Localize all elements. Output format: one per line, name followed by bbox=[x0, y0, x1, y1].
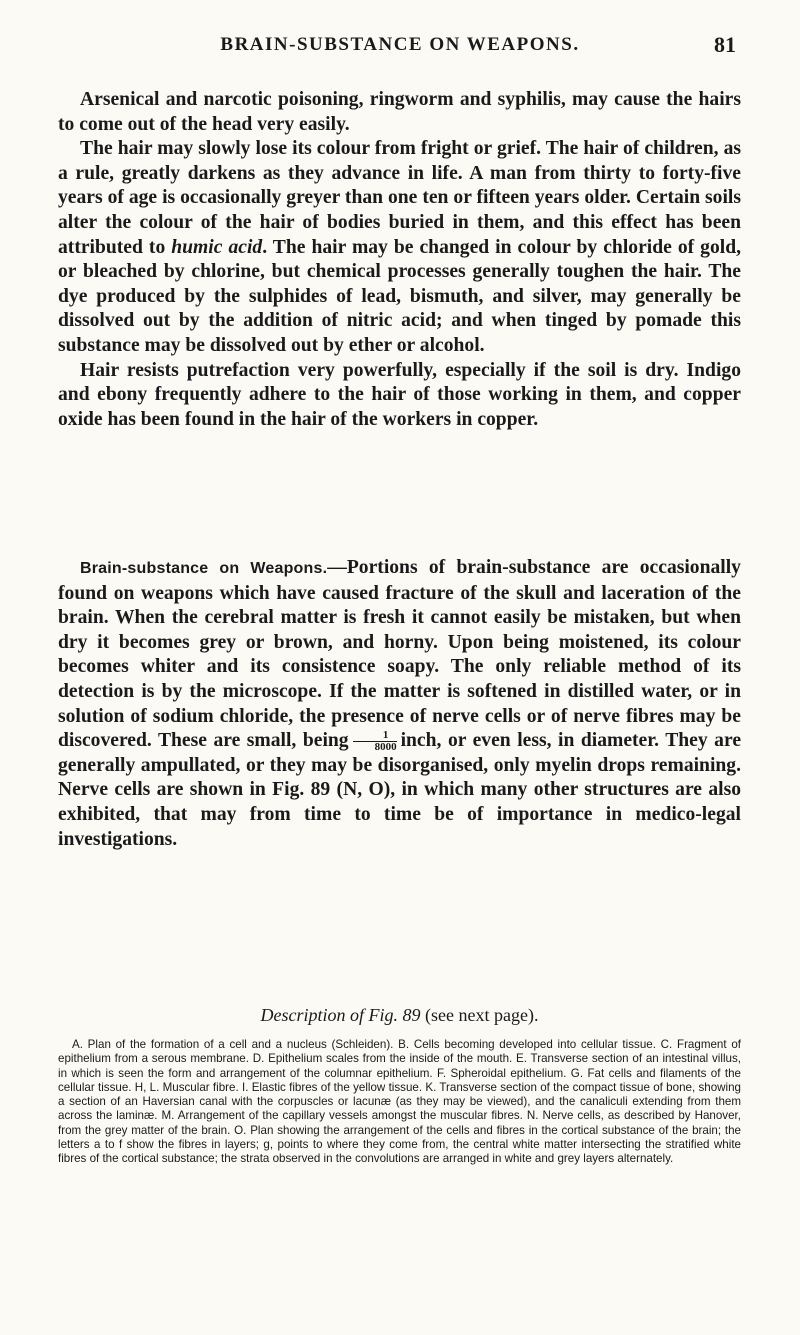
paragraph-brain-substance bbox=[58, 556, 741, 852]
paragraph-hair-colour-part-a: The hair may slowly lose its colour from fright or grief. The hair of children, as a rule, greatly darkens as they advance in life. A man from thirty to forty-five years of age is occasionally greyer than one ten or fifteen years older. Certain soils alter the colour of the hair of bodies buried in them, and this effect has been attributed to bbox=[58, 138, 741, 258]
fraction bbox=[353, 730, 397, 753]
brain-text-part-a: —Portions of brain-substance are occasionally found on weapons which have caused fracture of the skull and laceration of the brain. When the cerebral matter is fresh it cannot easily be mistaken, but when dry it becomes grey or brown, and horny. Upon being moistened, its colour becomes whiter and its consistence soapy. The only reliable method of its detection is by the microscope. If the matter is softened in distilled water, or in solution of sodium chloride, the presence of nerve cells or of nerve fibres may be discovered. These are small, being bbox=[58, 557, 741, 752]
hair-section bbox=[58, 88, 741, 432]
paragraph-hair-colour bbox=[58, 137, 741, 358]
paragraph-putrefaction: Hair resists putrefaction very powerfully, especially if the soil is dry. Indigo and ebony frequently adhere to the hair of those working in them, and copper oxide has been found in the hair of the workers in copper. bbox=[58, 359, 741, 430]
figure-legend-text: A. Plan of the formation of a cell and a nucleus (Schleiden). B. Cells becoming developed into cellular tissue. C. Fragment of epithelium from a serous membrane. D. Epithelium scales from the inside of the mouth. E. Transverse section of an intestinal villus, in which is seen the form and arrangement of the columnar epithelium. F. Spheroidal epithelium. G. Fat cells and filaments of the cellular tissue. H, L. Muscular fibre. I. Elastic fibres of the yellow tissue. K. Transverse section of the compact tissue of bone, showing a section of an Haversian canal with the corpuscles or lacunæ (as they may be viewed), and the canaliculi extending from them across the laminæ. M. Arrangement of the capillary vessels amongst the muscular fibres. N. Nerve cells, as described by Hanover, from the grey matter of the brain. O. Plan showing the arrangement of the cells and fibres in the cortical substance of the brain; the letters a to f show the fibres in layers; g, points to where they come from, the central white matter intersecting the stratified white fibres of the cortical substance; the strata observed in the convolutions are arranged in white and grey layers alternately. bbox=[58, 1038, 741, 1166]
paragraph-hair-colour-part-b: . The hair may be changed in colour by chloride of gold, or bleached by chlorine, but chemical processes generally toughen the hair. The dye produced by the sulphides of lead, bismuth, and silver, may generally be dissolved out by the addition of nitric acid; and when tinged by pomade this substance may be dissolved out by ether or alcohol. bbox=[58, 236, 741, 356]
brain-section bbox=[58, 556, 741, 852]
section-heading: Brain-substance on Weapons. bbox=[80, 560, 328, 577]
figure-caption bbox=[58, 1005, 741, 1026]
figure-caption-title: Description of Fig. 89 bbox=[260, 1005, 421, 1025]
figure-legend bbox=[58, 1038, 741, 1167]
figure-caption-note: (see next page). bbox=[420, 1005, 539, 1025]
running-title: BRAIN-SUBSTANCE ON WEAPONS. bbox=[220, 34, 580, 55]
fraction-denominator: 8000 bbox=[374, 741, 397, 754]
fraction-numerator: 1 bbox=[353, 730, 397, 742]
running-head bbox=[60, 34, 740, 64]
brain-text-part-b: inch, or even less, in diameter. They are generally ampullated, or they may be disorganised, only myelin drops remaining. Nerve cells are shown in Fig. 89 (N, O), in which many other structures are also exhibited, that may from time to time be of importance in medico-legal investigations. bbox=[58, 730, 742, 850]
paragraph-poisoning: Arsenical and narcotic poisoning, ringworm and syphilis, may cause the hairs to come out of the head very easily. bbox=[58, 89, 741, 135]
page-number: 81 bbox=[714, 32, 736, 57]
humic-acid-term: humic acid bbox=[171, 236, 263, 258]
